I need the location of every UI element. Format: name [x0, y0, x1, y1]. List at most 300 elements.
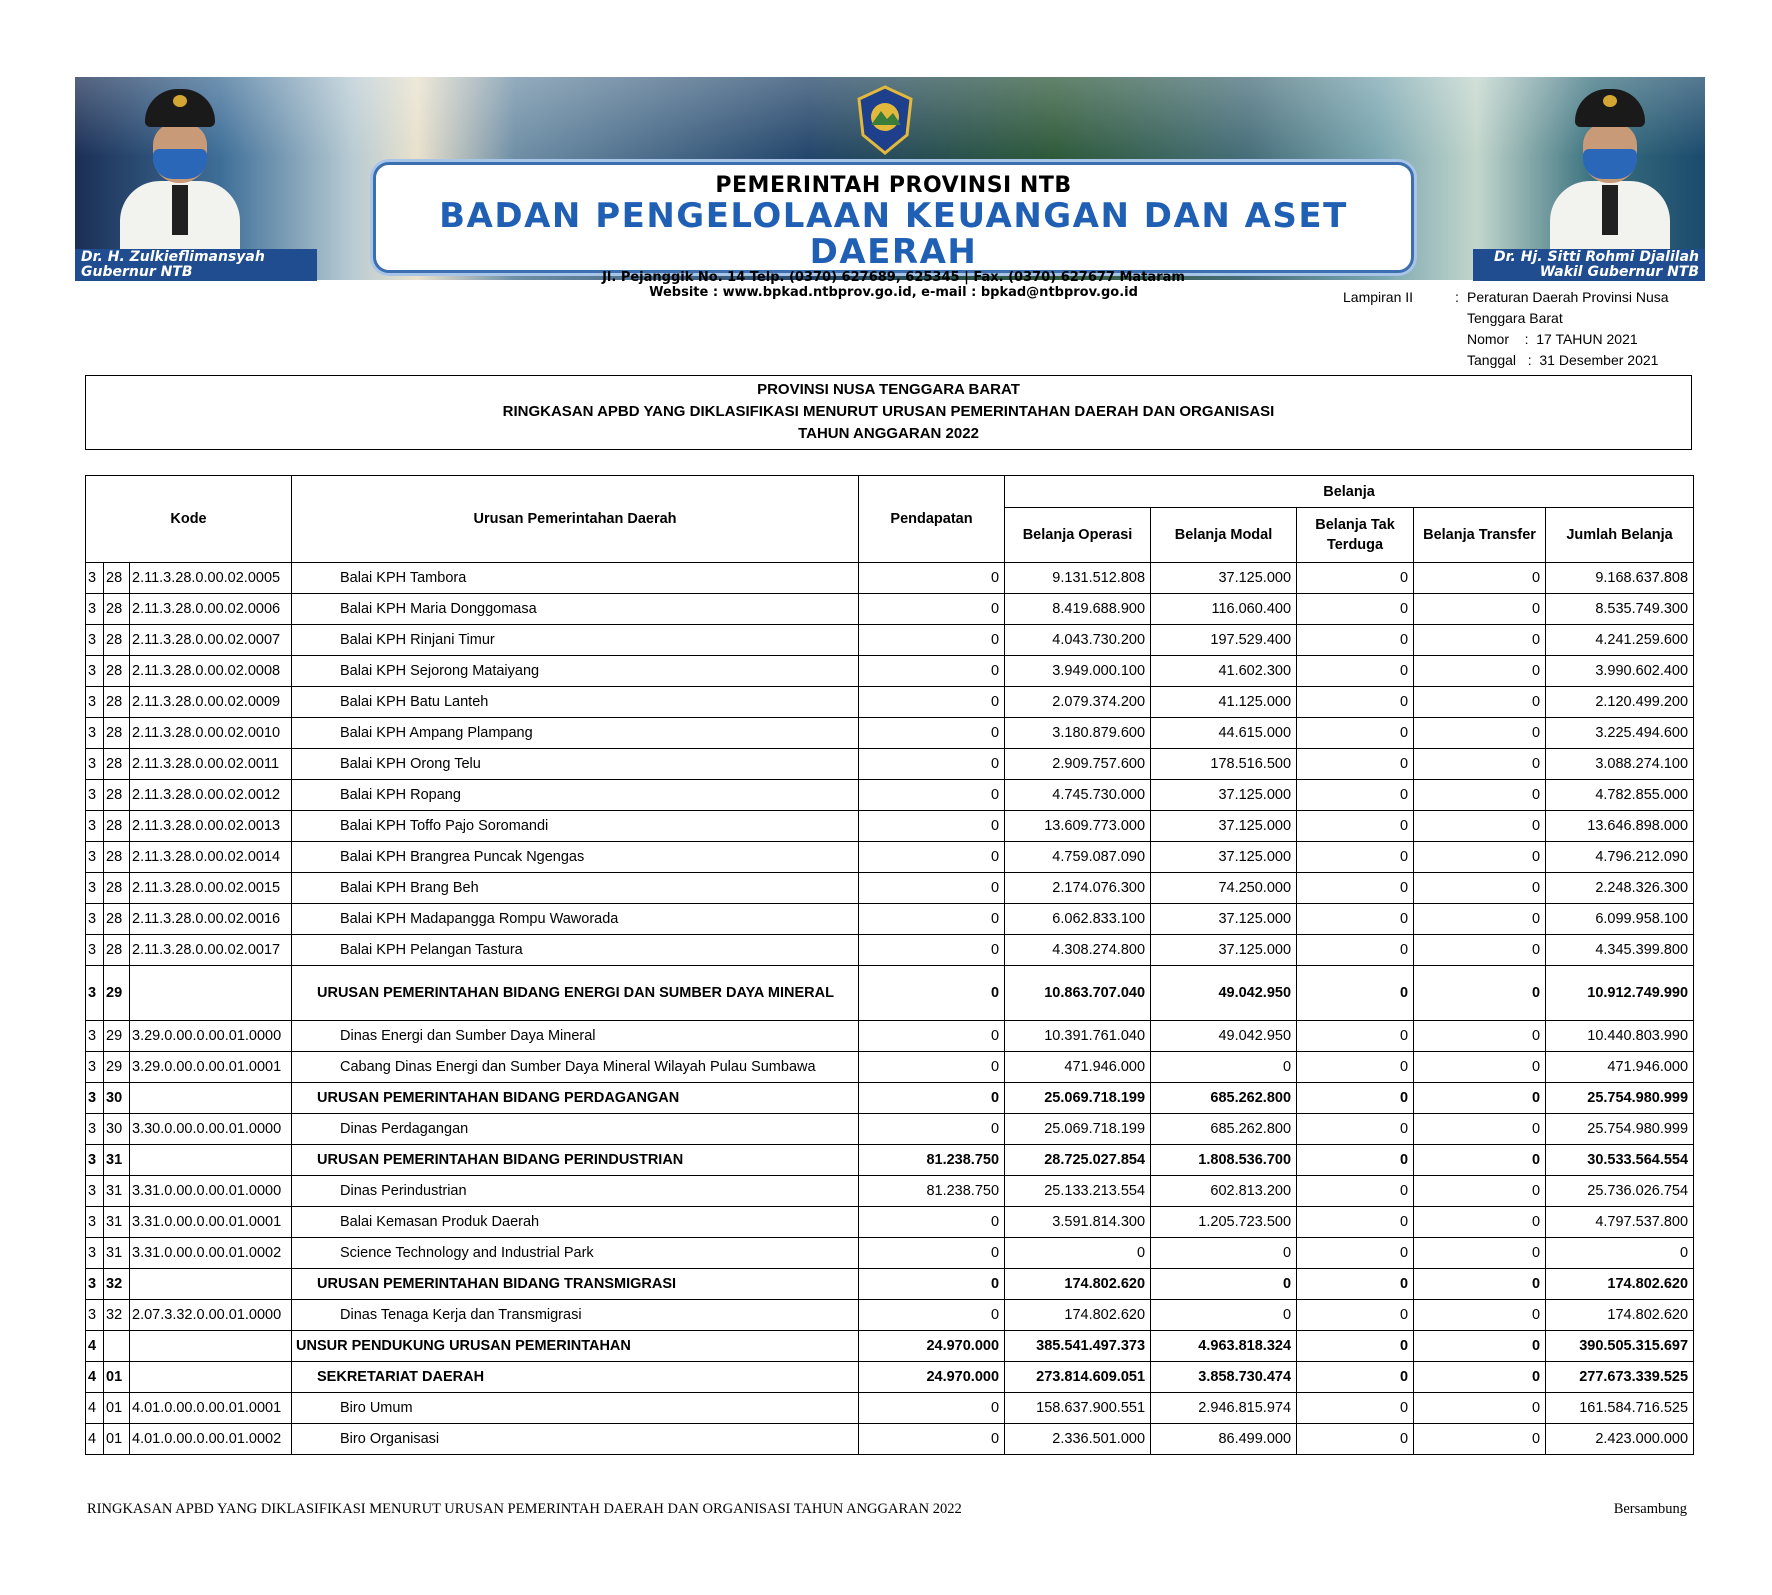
belanja-modal-value: 0 [1151, 1300, 1297, 1331]
code-level2: 31 [104, 1176, 130, 1207]
code-level1: 3 [86, 1300, 104, 1331]
jumlah-belanja-value: 174.802.620 [1546, 1269, 1694, 1300]
belanja-modal-value: 44.615.000 [1151, 718, 1297, 749]
header-pendapatan: Pendapatan [859, 476, 1005, 563]
regulation-line1: Peraturan Daerah Provinsi Nusa [1467, 289, 1669, 305]
belanja-modal-value: 74.250.000 [1151, 873, 1297, 904]
code-level2: 01 [104, 1393, 130, 1424]
code-full: 2.11.3.28.0.00.02.0009 [130, 687, 292, 718]
pendapatan-value: 0 [859, 1300, 1005, 1331]
report-title: RINGKASAN APBD YANG DIKLASIFIKASI MENURUT URUSAN PEMERINTAHAN DAERAH DAN ORGANISASI [502, 403, 1275, 420]
code-full: 2.11.3.28.0.00.02.0007 [130, 625, 292, 656]
jumlah-belanja-value: 4.797.537.800 [1546, 1207, 1694, 1238]
jumlah-belanja-value: 4.345.399.800 [1546, 935, 1694, 966]
code-level2: 32 [104, 1269, 130, 1300]
belanja-transfer-value: 0 [1414, 563, 1546, 594]
vice-governor-name: Dr. Hj. Sitti Rohmi Djalilah [1494, 249, 1699, 265]
code-level1: 3 [86, 749, 104, 780]
belanja-tak-terduga-value: 0 [1297, 1176, 1414, 1207]
table-row [86, 1238, 1694, 1269]
table-row [86, 966, 1694, 1021]
pendapatan-value: 24.970.000 [859, 1331, 1005, 1362]
pendapatan-value: 0 [859, 1021, 1005, 1052]
belanja-modal-value: 49.042.950 [1151, 966, 1297, 1021]
belanja-transfer-value: 0 [1414, 1021, 1546, 1052]
vice-governor-title: Wakil Gubernur NTB [1539, 264, 1699, 280]
code-level2: 32 [104, 1300, 130, 1331]
pendapatan-value: 24.970.000 [859, 1362, 1005, 1393]
unit-name: Dinas Energi dan Sumber Daya Mineral [292, 1021, 859, 1052]
table-row [86, 1207, 1694, 1238]
pendapatan-value: 0 [859, 811, 1005, 842]
table-row [86, 594, 1694, 625]
belanja-transfer-value: 0 [1414, 1145, 1546, 1176]
belanja-modal-value: 116.060.400 [1151, 594, 1297, 625]
header-belanja-transfer: Belanja Transfer [1414, 508, 1546, 563]
code-level2: 31 [104, 1145, 130, 1176]
belanja-operasi-value: 4.308.274.800 [1005, 935, 1151, 966]
code-full: 3.31.0.00.0.00.01.0002 [130, 1238, 292, 1269]
code-level2: 28 [104, 935, 130, 966]
table-row [86, 811, 1694, 842]
governor-title: Gubernur NTB [81, 264, 193, 280]
code-level2: 29 [104, 1021, 130, 1052]
belanja-tak-terduga-value: 0 [1297, 1083, 1414, 1114]
code-full: 3.29.0.00.0.00.01.0000 [130, 1021, 292, 1052]
code-level2: 28 [104, 563, 130, 594]
jumlah-belanja-value: 2.120.499.200 [1546, 687, 1694, 718]
jumlah-belanja-value: 13.646.898.000 [1546, 811, 1694, 842]
code-level1: 3 [86, 625, 104, 656]
table-row [86, 1331, 1694, 1362]
code-level2: 28 [104, 780, 130, 811]
belanja-tak-terduga-value: 0 [1297, 904, 1414, 935]
table-row [86, 1083, 1694, 1114]
government-name: PEMERINTAH PROVINSI NTB [715, 173, 1072, 198]
governor-name: Dr. H. Zulkieflimansyah [81, 249, 265, 265]
code-level1: 4 [86, 1331, 104, 1362]
code-level2: 28 [104, 718, 130, 749]
code-level1: 3 [86, 811, 104, 842]
belanja-modal-value: 41.602.300 [1151, 656, 1297, 687]
jumlah-belanja-value: 277.673.339.525 [1546, 1362, 1694, 1393]
code-level1: 3 [86, 1021, 104, 1052]
belanja-operasi-value: 471.946.000 [1005, 1052, 1151, 1083]
code-level1: 3 [86, 1176, 104, 1207]
governor-nameplate [75, 249, 317, 281]
header-kode: Kode [86, 476, 292, 563]
table-row [86, 1145, 1694, 1176]
code-level1: 3 [86, 656, 104, 687]
belanja-modal-value: 0 [1151, 1052, 1297, 1083]
belanja-operasi-value: 3.180.879.600 [1005, 718, 1151, 749]
belanja-tak-terduga-value: 0 [1297, 1300, 1414, 1331]
code-level2: 28 [104, 811, 130, 842]
belanja-transfer-value: 0 [1414, 656, 1546, 687]
code-level1: 3 [86, 873, 104, 904]
table-row [86, 656, 1694, 687]
jumlah-belanja-value: 25.754.980.999 [1546, 1114, 1694, 1145]
regulation-number: Nomor : 17 TAHUN 2021 [1467, 331, 1638, 347]
code-level1: 3 [86, 966, 104, 1021]
belanja-tak-terduga-value: 0 [1297, 563, 1414, 594]
unit-name: Balai KPH Sejorong Mataiyang [292, 656, 859, 687]
belanja-transfer-value: 0 [1414, 718, 1546, 749]
belanja-transfer-value: 0 [1414, 687, 1546, 718]
code-full: 2.11.3.28.0.00.02.0013 [130, 811, 292, 842]
table-row [86, 1114, 1694, 1145]
unit-name: Balai KPH Brangrea Puncak Ngengas [292, 842, 859, 873]
code-full: 3.30.0.00.0.00.01.0000 [130, 1114, 292, 1145]
belanja-operasi-value: 3.949.000.100 [1005, 656, 1151, 687]
unit-name: Balai KPH Pelangan Tastura [292, 935, 859, 966]
code-level1: 4 [86, 1362, 104, 1393]
document-title-box [85, 375, 1692, 450]
belanja-modal-value: 41.125.000 [1151, 687, 1297, 718]
belanja-transfer-value: 0 [1414, 1393, 1546, 1424]
belanja-transfer-value: 0 [1414, 1269, 1546, 1300]
footer-caption: RINGKASAN APBD YANG DIKLASIFIKASI MENURUT URUSAN PEMERINTAH DAERAH DAN ORGANISASI TAHUN ANGGARAN 2022 [87, 1501, 962, 1517]
unit-name: Dinas Perindustrian [292, 1176, 859, 1207]
unit-name: Balai KPH Tambora [292, 563, 859, 594]
unit-name: Balai KPH Orong Telu [292, 749, 859, 780]
code-full: 3.31.0.00.0.00.01.0000 [130, 1176, 292, 1207]
code-level1: 4 [86, 1393, 104, 1424]
code-full: 2.11.3.28.0.00.02.0006 [130, 594, 292, 625]
vice-governor-photo [1550, 89, 1670, 264]
code-level2: 28 [104, 873, 130, 904]
jumlah-belanja-value: 0 [1546, 1238, 1694, 1269]
belanja-operasi-value: 6.062.833.100 [1005, 904, 1151, 935]
belanja-modal-value: 1.808.536.700 [1151, 1145, 1297, 1176]
belanja-transfer-value: 0 [1414, 842, 1546, 873]
belanja-transfer-value: 0 [1414, 904, 1546, 935]
ntb-emblem-icon [855, 85, 915, 155]
table-row [86, 1393, 1694, 1424]
code-full: 2.11.3.28.0.00.02.0010 [130, 718, 292, 749]
jumlah-belanja-value: 3.225.494.600 [1546, 718, 1694, 749]
table-row [86, 780, 1694, 811]
belanja-modal-value: 2.946.815.974 [1151, 1393, 1297, 1424]
pendapatan-value: 0 [859, 1393, 1005, 1424]
belanja-tak-terduga-value: 0 [1297, 1145, 1414, 1176]
code-level2: 30 [104, 1114, 130, 1145]
unit-name: Dinas Tenaga Kerja dan Transmigrasi [292, 1300, 859, 1331]
belanja-tak-terduga-value: 0 [1297, 749, 1414, 780]
header-belanja-modal: Belanja Modal [1151, 508, 1297, 563]
unit-name: Balai KPH Maria Donggomasa [292, 594, 859, 625]
code-level1: 3 [86, 594, 104, 625]
belanja-operasi-value: 25.069.718.199 [1005, 1114, 1151, 1145]
unit-name: URUSAN PEMERINTAHAN BIDANG TRANSMIGRASI [292, 1269, 859, 1300]
code-level1: 3 [86, 842, 104, 873]
belanja-modal-value: 3.858.730.474 [1151, 1362, 1297, 1393]
pendapatan-value: 0 [859, 1269, 1005, 1300]
pendapatan-value: 0 [859, 935, 1005, 966]
unit-name: Balai KPH Batu Lanteh [292, 687, 859, 718]
belanja-modal-value: 37.125.000 [1151, 904, 1297, 935]
pendapatan-value: 0 [859, 780, 1005, 811]
belanja-modal-value: 197.529.400 [1151, 625, 1297, 656]
belanja-tak-terduga-value: 0 [1297, 687, 1414, 718]
belanja-tak-terduga-value: 0 [1297, 1269, 1414, 1300]
code-level1: 3 [86, 935, 104, 966]
belanja-tak-terduga-value: 0 [1297, 1362, 1414, 1393]
belanja-tak-terduga-value: 0 [1297, 1424, 1414, 1455]
belanja-modal-value: 37.125.000 [1151, 780, 1297, 811]
belanja-transfer-value: 0 [1414, 1331, 1546, 1362]
jumlah-belanja-value: 4.241.259.600 [1546, 625, 1694, 656]
code-full: 2.11.3.28.0.00.02.0014 [130, 842, 292, 873]
code-level2: 29 [104, 966, 130, 1021]
belanja-modal-value: 37.125.000 [1151, 811, 1297, 842]
pendapatan-value: 0 [859, 687, 1005, 718]
belanja-transfer-value: 0 [1414, 873, 1546, 904]
belanja-operasi-value: 25.069.718.199 [1005, 1083, 1151, 1114]
belanja-transfer-value: 0 [1414, 1114, 1546, 1145]
belanja-modal-value: 1.205.723.500 [1151, 1207, 1297, 1238]
belanja-transfer-value: 0 [1414, 749, 1546, 780]
code-level2: 01 [104, 1424, 130, 1455]
belanja-tak-terduga-value: 0 [1297, 594, 1414, 625]
code-level2: 28 [104, 625, 130, 656]
code-level2: 28 [104, 842, 130, 873]
code-level1: 3 [86, 1207, 104, 1238]
code-level2: 30 [104, 1083, 130, 1114]
belanja-operasi-value: 385.541.497.373 [1005, 1331, 1151, 1362]
belanja-modal-value: 685.262.800 [1151, 1083, 1297, 1114]
belanja-transfer-value: 0 [1414, 966, 1546, 1021]
pendapatan-value: 0 [859, 1083, 1005, 1114]
belanja-transfer-value: 0 [1414, 1424, 1546, 1455]
code-level2: 28 [104, 904, 130, 935]
jumlah-belanja-value: 10.440.803.990 [1546, 1021, 1694, 1052]
code-level1: 3 [86, 1052, 104, 1083]
jumlah-belanja-value: 25.736.026.754 [1546, 1176, 1694, 1207]
header-belanja: Belanja [1005, 476, 1694, 508]
unit-name: Balai Kemasan Produk Daerah [292, 1207, 859, 1238]
attachment-details [1467, 287, 1697, 371]
code-level2: 28 [104, 687, 130, 718]
table-row [86, 749, 1694, 780]
belanja-modal-value: 49.042.950 [1151, 1021, 1297, 1052]
pendapatan-value: 0 [859, 904, 1005, 935]
agency-contact: Website : www.bpkad.ntbprov.go.id, e-mail : bpkad@ntbprov.go.id [649, 285, 1138, 300]
table-row [86, 1176, 1694, 1207]
belanja-operasi-value: 3.591.814.300 [1005, 1207, 1151, 1238]
jumlah-belanja-value: 471.946.000 [1546, 1052, 1694, 1083]
unit-name: Biro Umum [292, 1393, 859, 1424]
belanja-transfer-value: 0 [1414, 594, 1546, 625]
code-full [130, 966, 292, 1021]
belanja-operasi-value: 174.802.620 [1005, 1300, 1151, 1331]
belanja-tak-terduga-value: 0 [1297, 1114, 1414, 1145]
belanja-tak-terduga-value: 0 [1297, 1021, 1414, 1052]
jumlah-belanja-value: 2.248.326.300 [1546, 873, 1694, 904]
belanja-transfer-value: 0 [1414, 1176, 1546, 1207]
table-row [86, 842, 1694, 873]
belanja-tak-terduga-value: 0 [1297, 811, 1414, 842]
belanja-operasi-value: 158.637.900.551 [1005, 1393, 1151, 1424]
unit-name: Balai KPH Ropang [292, 780, 859, 811]
pendapatan-value: 0 [859, 842, 1005, 873]
table-row [86, 873, 1694, 904]
code-level1: 3 [86, 1238, 104, 1269]
jumlah-belanja-value: 2.423.000.000 [1546, 1424, 1694, 1455]
table-row [86, 625, 1694, 656]
belanja-operasi-value: 4.759.087.090 [1005, 842, 1151, 873]
pendapatan-value: 0 [859, 656, 1005, 687]
unit-name: Balai KPH Rinjani Timur [292, 625, 859, 656]
table-row [86, 1052, 1694, 1083]
agency-address: Jl. Pejanggik No. 14 Telp. (0370) 627689, 625345 | Fax. (0370) 627677 Mataram [602, 270, 1185, 285]
jumlah-belanja-value: 390.505.315.697 [1546, 1331, 1694, 1362]
pendapatan-value: 81.238.750 [859, 1176, 1005, 1207]
unit-name: URUSAN PEMERINTAHAN BIDANG ENERGI DAN SUMBER DAYA MINERAL [292, 966, 859, 1021]
jumlah-belanja-value: 9.168.637.808 [1546, 563, 1694, 594]
belanja-transfer-value: 0 [1414, 1052, 1546, 1083]
unit-name: Cabang Dinas Energi dan Sumber Daya Mineral Wilayah Pulau Sumbawa [292, 1052, 859, 1083]
belanja-modal-value: 602.813.200 [1151, 1176, 1297, 1207]
belanja-operasi-value: 2.336.501.000 [1005, 1424, 1151, 1455]
belanja-tak-terduga-value: 0 [1297, 1331, 1414, 1362]
code-full: 2.11.3.28.0.00.02.0011 [130, 749, 292, 780]
code-level1: 4 [86, 1424, 104, 1455]
belanja-transfer-value: 0 [1414, 1238, 1546, 1269]
belanja-tak-terduga-value: 0 [1297, 842, 1414, 873]
code-level2: 31 [104, 1238, 130, 1269]
belanja-operasi-value: 13.609.773.000 [1005, 811, 1151, 842]
code-full [130, 1083, 292, 1114]
belanja-transfer-value: 0 [1414, 811, 1546, 842]
table-row [86, 563, 1694, 594]
unit-name: Balai KPH Madapangga Rompu Waworada [292, 904, 859, 935]
pendapatan-value: 0 [859, 1052, 1005, 1083]
belanja-operasi-value: 0 [1005, 1238, 1151, 1269]
jumlah-belanja-value: 4.796.212.090 [1546, 842, 1694, 873]
code-level2: 01 [104, 1362, 130, 1393]
jumlah-belanja-value: 3.990.602.400 [1546, 656, 1694, 687]
code-full: 2.11.3.28.0.00.02.0005 [130, 563, 292, 594]
pendapatan-value: 0 [859, 1238, 1005, 1269]
header-urusan: Urusan Pemerintahan Daerah [292, 476, 859, 563]
unit-name: Biro Organisasi [292, 1424, 859, 1455]
regulation-date: Tanggal : 31 Desember 2021 [1467, 352, 1659, 368]
belanja-modal-value: 0 [1151, 1238, 1297, 1269]
code-level1: 3 [86, 1269, 104, 1300]
table-body [86, 563, 1694, 1455]
belanja-operasi-value: 2.174.076.300 [1005, 873, 1151, 904]
jumlah-belanja-value: 161.584.716.525 [1546, 1393, 1694, 1424]
agency-name: BADAN PENGELOLAAN KEUANGAN DAN ASET DAERAH [439, 196, 1348, 272]
pendapatan-value: 0 [859, 625, 1005, 656]
belanja-modal-value: 37.125.000 [1151, 842, 1297, 873]
unit-name: Science Technology and Industrial Park [292, 1238, 859, 1269]
belanja-operasi-value: 10.391.761.040 [1005, 1021, 1151, 1052]
table-row [86, 935, 1694, 966]
pendapatan-value: 0 [859, 594, 1005, 625]
header-belanja-tak-terduga: Belanja Tak Terduga [1297, 508, 1414, 563]
code-full: 2.11.3.28.0.00.02.0016 [130, 904, 292, 935]
jumlah-belanja-value: 174.802.620 [1546, 1300, 1694, 1331]
code-level2: 28 [104, 656, 130, 687]
unit-name: URUSAN PEMERINTAHAN BIDANG PERDAGANGAN [292, 1083, 859, 1114]
pendapatan-value: 0 [859, 873, 1005, 904]
pendapatan-value: 0 [859, 749, 1005, 780]
belanja-tak-terduga-value: 0 [1297, 935, 1414, 966]
belanja-operasi-value: 2.079.374.200 [1005, 687, 1151, 718]
code-level2: 28 [104, 594, 130, 625]
belanja-modal-value: 37.125.000 [1151, 935, 1297, 966]
attachment-colon: : [1455, 289, 1459, 305]
pendapatan-value: 0 [859, 966, 1005, 1021]
code-level2: 29 [104, 1052, 130, 1083]
budget-summary-table [85, 475, 1694, 1455]
code-full [130, 1362, 292, 1393]
governor-photo [120, 89, 240, 264]
header-jumlah-belanja: Jumlah Belanja [1546, 508, 1694, 563]
pendapatan-value: 0 [859, 1207, 1005, 1238]
pendapatan-value: 0 [859, 1114, 1005, 1145]
belanja-operasi-value: 4.043.730.200 [1005, 625, 1151, 656]
pendapatan-value: 0 [859, 1424, 1005, 1455]
belanja-modal-value: 86.499.000 [1151, 1424, 1297, 1455]
table-row [86, 1300, 1694, 1331]
footer-continued: Bersambung [1613, 1501, 1687, 1517]
belanja-tak-terduga-value: 0 [1297, 625, 1414, 656]
table-row [86, 687, 1694, 718]
belanja-transfer-value: 0 [1414, 625, 1546, 656]
belanja-operasi-value: 174.802.620 [1005, 1269, 1151, 1300]
belanja-tak-terduga-value: 0 [1297, 1393, 1414, 1424]
code-full [130, 1145, 292, 1176]
code-full: 2.11.3.28.0.00.02.0015 [130, 873, 292, 904]
jumlah-belanja-value: 10.912.749.990 [1546, 966, 1694, 1021]
code-level1: 3 [86, 780, 104, 811]
belanja-operasi-value: 2.909.757.600 [1005, 749, 1151, 780]
unit-name: Balai KPH Ampang Plampang [292, 718, 859, 749]
belanja-tak-terduga-value: 0 [1297, 1052, 1414, 1083]
header-belanja-operasi: Belanja Operasi [1005, 508, 1151, 563]
belanja-transfer-value: 0 [1414, 1300, 1546, 1331]
code-full: 4.01.0.00.0.00.01.0002 [130, 1424, 292, 1455]
fiscal-year-title: TAHUN ANGGARAN 2022 [798, 425, 979, 442]
code-full: 2.11.3.28.0.00.02.0017 [130, 935, 292, 966]
vice-governor-nameplate [1473, 249, 1705, 281]
code-full: 4.01.0.00.0.00.01.0001 [130, 1393, 292, 1424]
code-level2 [104, 1331, 130, 1362]
code-level2: 28 [104, 749, 130, 780]
code-level1: 3 [86, 718, 104, 749]
belanja-transfer-value: 0 [1414, 780, 1546, 811]
belanja-modal-value: 4.963.818.324 [1151, 1331, 1297, 1362]
code-full [130, 1269, 292, 1300]
code-level1: 3 [86, 1145, 104, 1176]
belanja-operasi-value: 8.419.688.900 [1005, 594, 1151, 625]
belanja-tak-terduga-value: 0 [1297, 1238, 1414, 1269]
belanja-tak-terduga-value: 0 [1297, 1207, 1414, 1238]
belanja-modal-value: 178.516.500 [1151, 749, 1297, 780]
code-full: 3.29.0.00.0.00.01.0001 [130, 1052, 292, 1083]
belanja-operasi-value: 25.133.213.554 [1005, 1176, 1151, 1207]
jumlah-belanja-value: 3.088.274.100 [1546, 749, 1694, 780]
unit-name: UNSUR PENDUKUNG URUSAN PEMERINTAHAN [292, 1331, 859, 1362]
belanja-tak-terduga-value: 0 [1297, 656, 1414, 687]
jumlah-belanja-value: 30.533.564.554 [1546, 1145, 1694, 1176]
belanja-operasi-value: 28.725.027.854 [1005, 1145, 1151, 1176]
belanja-modal-value: 685.262.800 [1151, 1114, 1297, 1145]
code-level1: 3 [86, 1114, 104, 1145]
